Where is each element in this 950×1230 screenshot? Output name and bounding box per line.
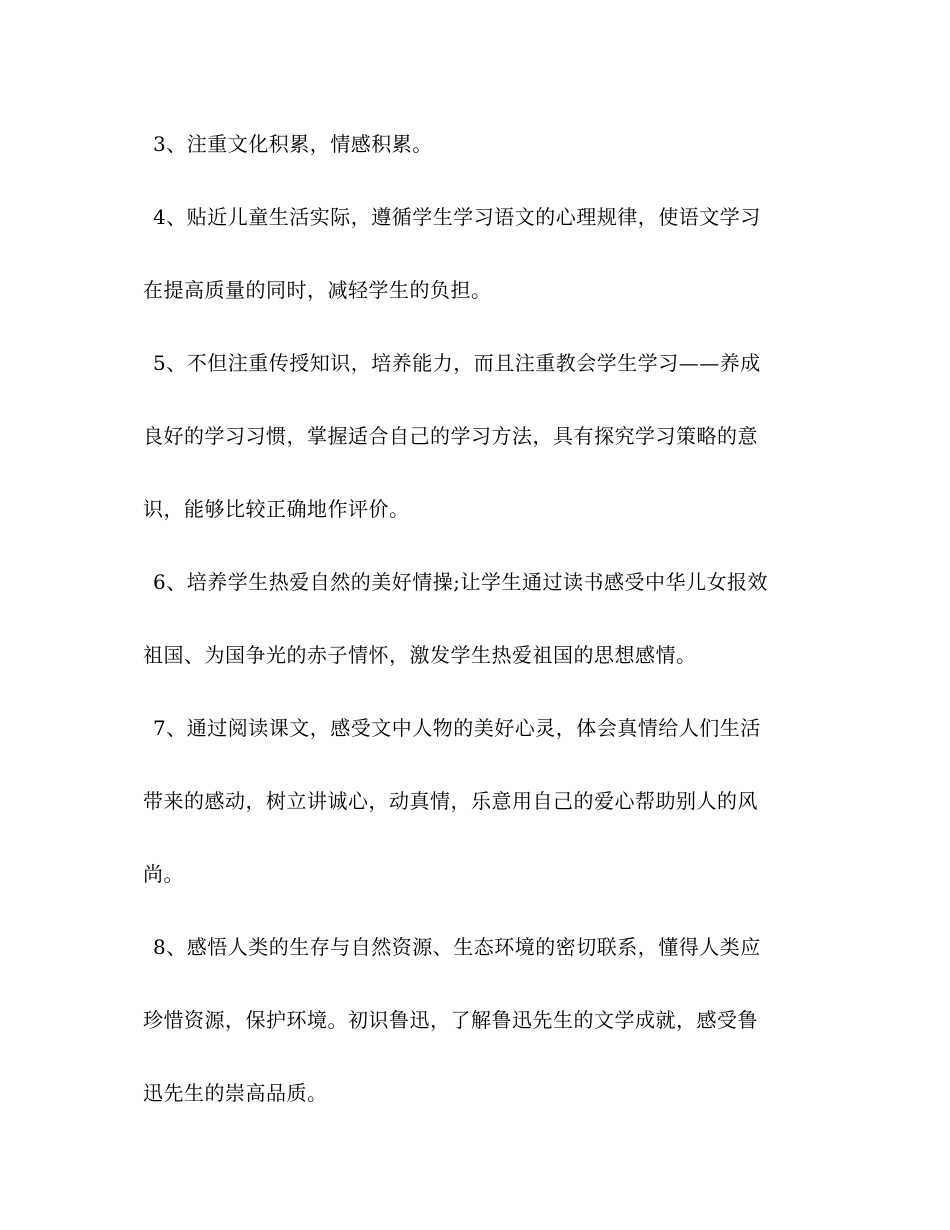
paragraph-line: 在提高质量的同时，减轻学生的负担。 [143, 278, 492, 302]
paragraph-line: 良好的学习习惯，掌握适合自己的学习方法，具有探究学习策略的意 [143, 424, 758, 448]
paragraph-line: 迅先生的崇高品质。 [143, 1081, 328, 1105]
paragraph-line: 5、不但注重传授知识，培养能力，而且注重教会学生学习——养成 [153, 351, 761, 375]
paragraph-line: 3、注重文化积累，情感积累。 [153, 132, 433, 156]
document-body [143, 108, 808, 1130]
paragraph-7 [143, 692, 808, 911]
paragraph-line: 6、培养学生热爱自然的美好情操;让学生通过读书感受中华儿女报效 [153, 570, 768, 594]
paragraph-3 [143, 108, 808, 181]
paragraph-4 [143, 181, 808, 327]
paragraph-line: 识，能够比较正确地作评价。 [143, 497, 410, 521]
paragraph-6 [143, 546, 808, 692]
paragraph-8 [143, 911, 808, 1130]
paragraph-line: 8、感悟人类的生存与自然资源、生态环境的密切联系，懂得人类应 [153, 935, 761, 959]
paragraph-line: 7、通过阅读课文，感受文中人物的美好心灵，体会真情给人们生活 [153, 716, 761, 740]
paragraph-line: 带来的感动，树立讲诚心，动真情，乐意用自己的爱心帮助别人的风 [143, 789, 758, 813]
paragraph-line: 尚。 [143, 862, 184, 886]
paragraph-line: 4、贴近儿童生活实际，遵循学生学习语文的心理规律，使语文学习 [153, 205, 761, 229]
paragraph-line: 祖国、为国争光的赤子情怀，激发学生热爱祖国的思想感情。 [143, 643, 697, 667]
paragraph-line: 珍惜资源，保护环境。初识鲁迅，了解鲁迅先生的文学成就，感受鲁 [143, 1008, 758, 1032]
paragraph-5 [143, 327, 808, 546]
